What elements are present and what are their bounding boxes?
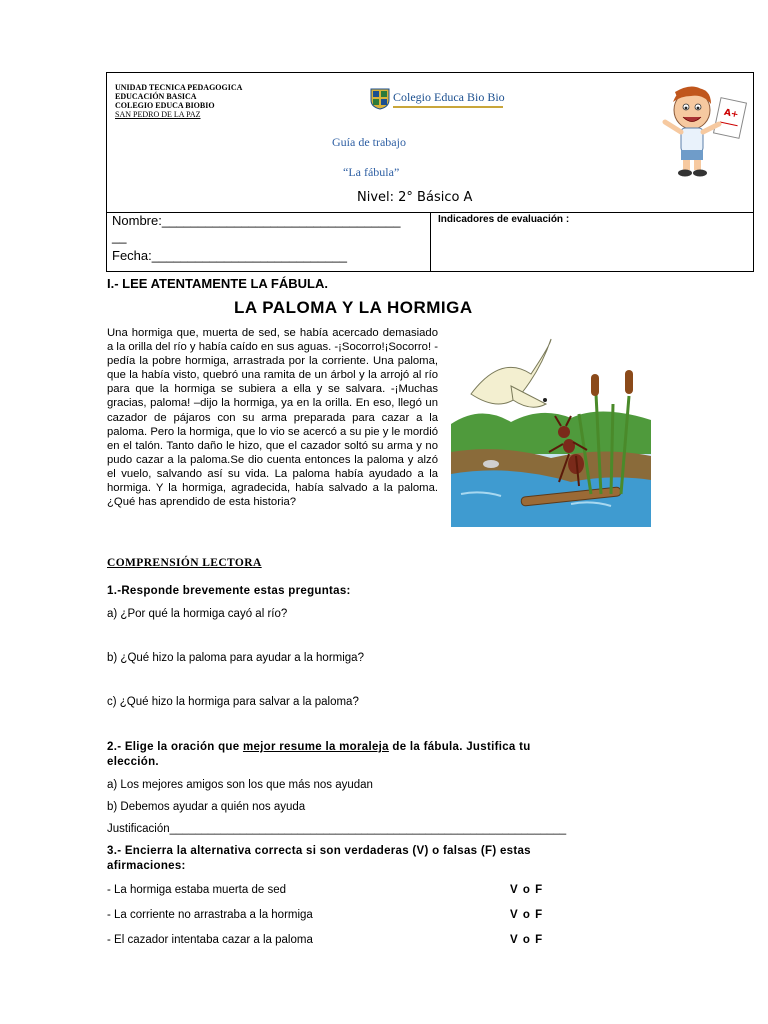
- true-false-choice-2[interactable]: V o F: [510, 909, 544, 921]
- section-heading-1: I.- LEE ATENTAMENTE LA FÁBULA.: [107, 276, 328, 291]
- school-line-3: COLEGIO EDUCA BIOBIO: [115, 101, 215, 110]
- header-vdivider: [430, 212, 431, 272]
- question-3-heading-cont: afirmaciones:: [107, 860, 186, 872]
- statement-1: - La hormiga estaba muerta de sed: [107, 884, 286, 896]
- question-1a: a) ¿Por qué la hormiga cayó al río?: [107, 608, 288, 620]
- question-2-heading-cont: elección.: [107, 756, 159, 768]
- svg-text:A+: A+: [722, 107, 740, 121]
- level-text: Nivel: 2° Básico A: [357, 190, 473, 205]
- question-2-heading-part-a: 2.- Elige la oración que: [107, 741, 243, 753]
- reading-comprehension-heading: COMPRENSIÓN LECTORA: [107, 557, 262, 569]
- question-1-heading: 1.-Responde brevemente estas preguntas:: [107, 585, 351, 597]
- justification-field[interactable]: Justificación______________________________________________________________: [107, 823, 567, 835]
- question-2-heading: [107, 741, 662, 753]
- question-1c: c) ¿Qué hizo la hormiga para salvar a la paloma?: [107, 696, 359, 708]
- statement-3: - El cazador intentaba cazar a la paloma: [107, 934, 313, 946]
- guide-title: Guía de trabajo: [332, 135, 406, 149]
- school-line-2: EDUCACIÓN BASICA: [115, 92, 197, 101]
- true-false-choice-1[interactable]: V o F: [510, 884, 544, 896]
- logo-underline: [393, 106, 503, 108]
- fable-title: “La fábula”: [343, 165, 400, 179]
- logo-text: Colegio Educa Bio Bio: [393, 90, 505, 104]
- question-1b: b) ¿Qué hizo la paloma para ayudar a la hormiga?: [107, 652, 364, 664]
- school-info: [115, 83, 242, 119]
- fable-text: Una hormiga que, muerta de sed, se había acercado demasiado a la orilla del río y había caído en sus aguas. -¡Socorro!¡Socorro! -pedía la pobre hormiga, arrastrada por la corriente. Una paloma, que la había visto, quebró una ramita de un árbol y la arrojó al río para que la hormiga se subiera a ella y se salvara. -¡Muchas gracias, paloma! –dijo la hormiga, ya en la orilla. En eso, llegó un cazador de pájaros con su arma preparada para cazar a la paloma. Pero la hormiga, que lo vio se acercó a su pie y le mordió en el talón. Tanto daño le hizo, que el cazador soltó su arma y no pudo cazar a la paloma.Se dio cuenta entonces la paloma y alzó el vuelo, salvando así su vida. La paloma había ayudado a la hormiga. Y la hormiga, agradecida, había salvado a la paloma. ¿Qué has aprendido de esta historia?: [107, 327, 438, 509]
- statement-2: - La corriente no arrastraba a la hormiga: [107, 909, 313, 921]
- question-2-heading-part-b: de la fábula. Justifica tu: [388, 741, 531, 753]
- name-field-continuation: __: [112, 229, 127, 244]
- question-3-heading: 3.- Encierra la alternativa correcta si son verdaderas (V) o falsas (F) estas: [107, 845, 531, 857]
- student-cartoon-icon: [655, 80, 750, 178]
- question-2-heading-underlined: mejor resume la moraleja: [242, 741, 389, 753]
- dove-and-ant-illustration: [451, 334, 651, 527]
- true-false-choice-3[interactable]: V o F: [510, 934, 544, 946]
- school-line-1: UNIDAD TECNICA PEDAGOGICA: [115, 83, 243, 92]
- date-field[interactable]: Fecha:___________________________: [112, 248, 347, 263]
- evaluation-indicators-label: Indicadores de evaluación :: [438, 214, 570, 225]
- question-2-option-b[interactable]: b) Debemos ayudar a quién nos ayuda: [107, 801, 306, 813]
- school-line-4: SAN PEDRO DE LA PAZ: [115, 110, 201, 119]
- question-2-option-a[interactable]: a) Los mejores amigos son los que más nos ayudan: [107, 779, 373, 791]
- school-crest-icon: [370, 88, 390, 110]
- story-title: LA PALOMA Y LA HORMIGA: [234, 298, 473, 317]
- name-field[interactable]: Nombre:_________________________________: [112, 213, 401, 228]
